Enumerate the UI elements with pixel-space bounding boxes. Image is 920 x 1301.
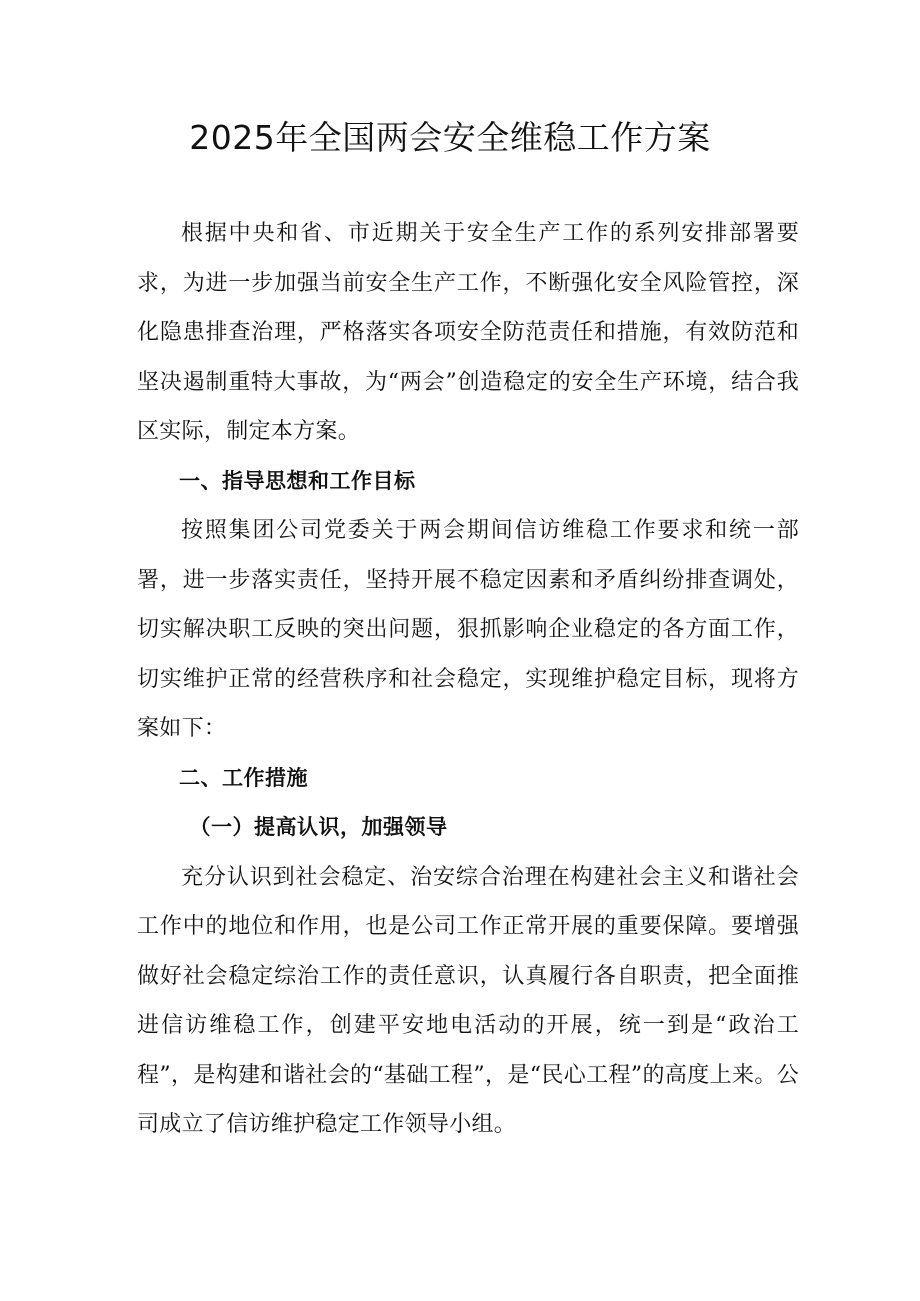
section-heading-work-measures: 二、工作措施 <box>179 765 308 790</box>
document-body <box>137 209 799 1150</box>
section-heading-guiding-ideas: 一、指导思想和工作目标 <box>179 468 416 493</box>
subsection-paragraph-leadership: 充分认识到社会稳定、治安综合治理在构建社会主义和谐社会工作中的地位和作用，也是公司工作正常开展的重要保障。要增强做好社会稳定综治工作的责任意识，认真履行各自职责，把全面推进信访维稳工作，创建平安地电活动的开展，统一到是“政治工程”，是构建和谐社会的“基础工程”，是“民心工程”的高度上来。公司成立了信访维护稳定工作领导小组。 <box>137 864 799 1137</box>
document-title: 2025年全国两会安全维稳工作方案 <box>189 118 711 157</box>
subsection-heading-leadership: （一）提高认识，加强领导 <box>189 815 448 839</box>
intro-paragraph: 根据中央和省、市近期关于安全生产工作的系列安排部署要求，为进一步加强当前安全生产工作，不断强化安全风险管控，深化隐患排查治理，严格落实各项安全防范责任和措施，有效防范和坚决遏制重特大事故，为“两会”创造稳定的安全生产环境，结合我区实际，制定本方案。 <box>137 221 799 444</box>
section-paragraph-guiding-ideas: 按照集团公司党委关于两会期间信访维稳工作要求和统一部署，进一步落实责任，坚持开展不稳定因素和矛盾纠纷排查调处，切实解决职工反映的突出问题，狠抓影响企业稳定的各方面工作，切实维护正常的经营秩序和社会稳定，实现维护稳定目标，现将方案如下： <box>137 518 799 741</box>
